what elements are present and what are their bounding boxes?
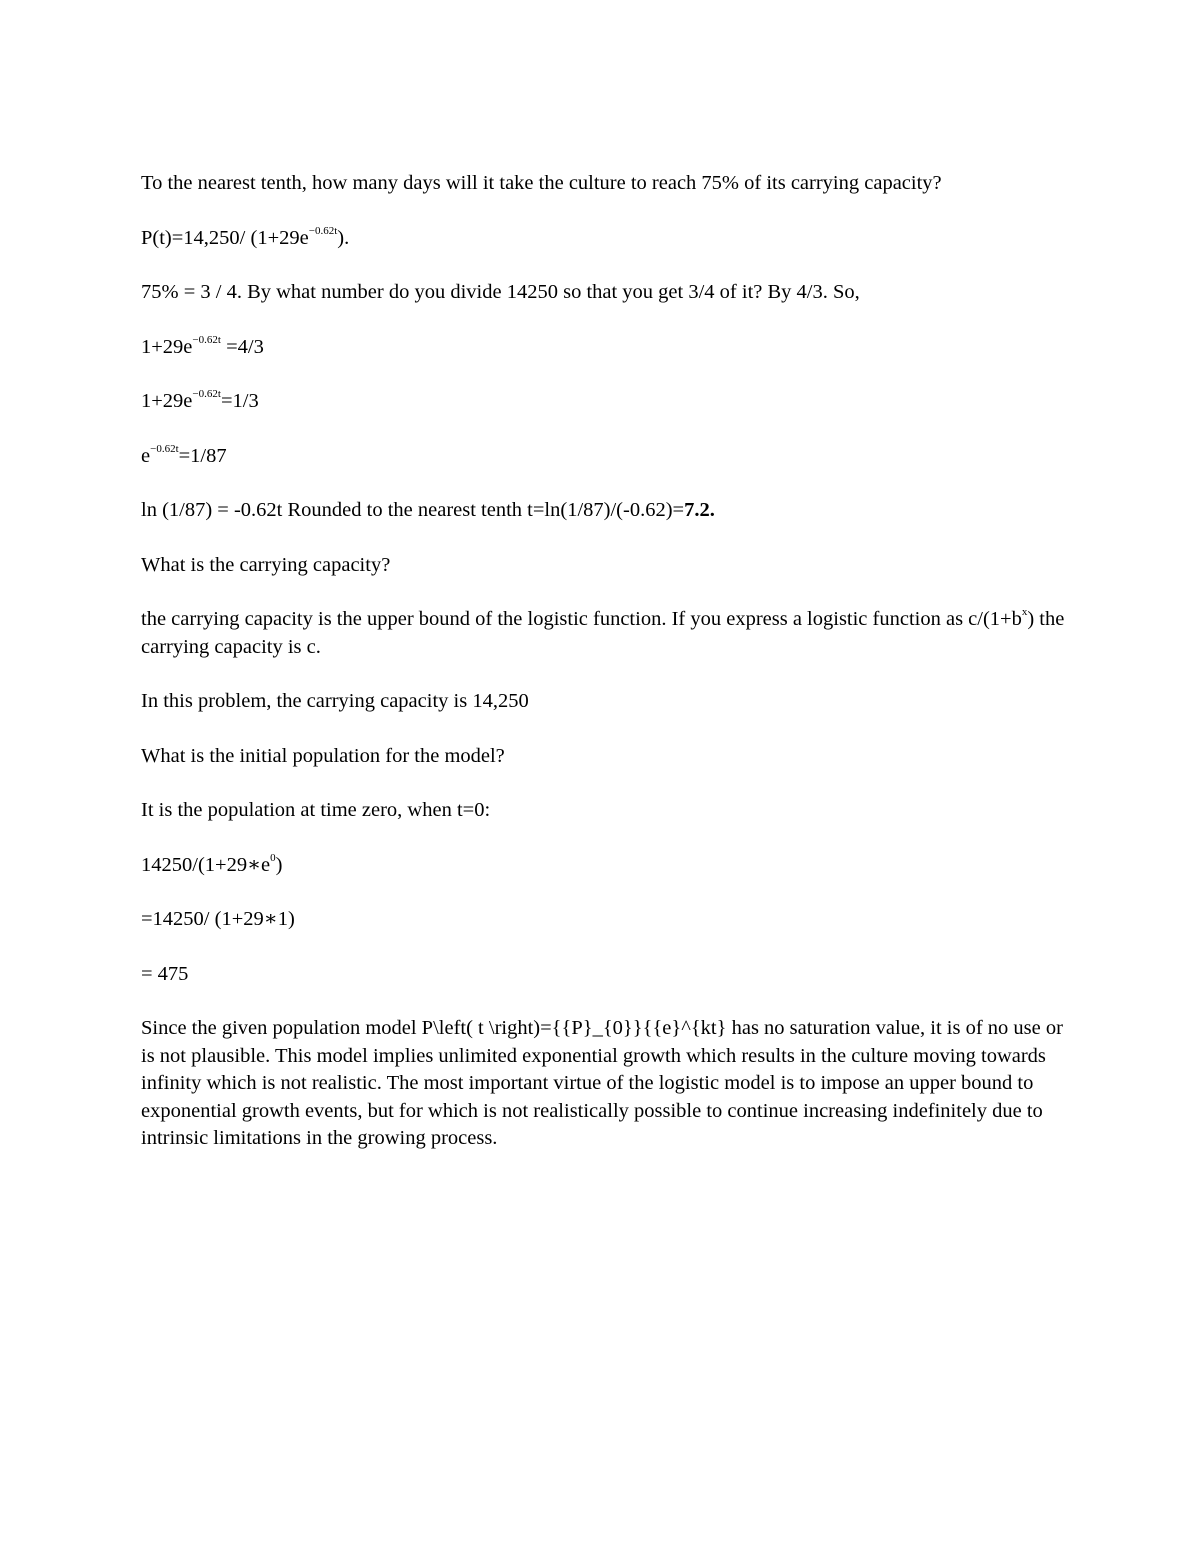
step3-tail: =1/87 [178,444,227,467]
carrying-capacity-conclusion: In this problem, the carrying capacity is 14,250 [141,690,529,712]
question-initial-population: What is the initial population for the model? [141,744,505,767]
initial-population-calc-2: =14250/ (1+29∗1) [141,908,295,930]
document-body [141,170,1066,1180]
question-carrying-capacity: What is the carrying capacity? [141,553,391,576]
cc-exponent: x [1021,606,1028,619]
explanation-75-percent: 75% = 3 / 4. By what number do you divide 14250 so that you get 3/4 of it? By 4/3. So, [141,281,860,303]
equation-step-4 [141,497,1066,525]
step2-tail: =1/3 [220,390,259,412]
formula-tail: ). [337,226,350,249]
cc-explanation-text: the carrying capacity is the upper bound of the logistic function. If you express a logistic function as c/(1+b [141,608,1022,630]
step2-base: 1+29e [141,390,193,412]
exponential-model-discussion: Since the given population model P\left( t \right)={{P}_{0}}{{e}^{kt} has no saturation value, it is of no use or is not plausible. This model implies unlimited exponential growth which results in the culture moving towards infinity which is not realistic. The most important virtue of the logistic model is to impose an upper bound to exponential growth events, but for which is not realistically possible to continue increasing indefinitely due to intrinsic limitations in the growing process. [141,1017,1063,1149]
step1-exponent: −0.62t [192,333,221,346]
step2-exponent: −0.62t [192,388,221,401]
calc1-tail: ) [275,853,283,876]
initial-population-result: = 475 [141,962,189,985]
step1-base: 1+29e [141,335,193,358]
initial-population-intro: It is the population at time zero, when t=0: [141,799,491,821]
equation-step-3 [141,443,1066,471]
formula-base: P(t)=14,250/ (1+29e [141,226,309,249]
question-days-to-75-percent: To the nearest tenth, how many days will it take the culture to reach 75% of its carrying capacity? [141,172,942,194]
equation-step-2 [141,388,1066,416]
carrying-capacity-explanation [141,606,1066,661]
calc1-exponent: 0 [270,851,276,864]
logistic-formula [141,225,1066,253]
step1-tail: =4/3 [220,335,264,358]
initial-population-calc-1 [141,852,1066,880]
step4-text: ln (1/87) = -0.62t Rounded to the nearest tenth t=ln(1/87)/(-0.62)= [141,499,685,521]
step3-exponent: −0.62t [150,442,179,455]
formula-exponent: −0.62t [308,224,338,237]
cc-explanation-tail: ) the carrying capacity is c. [141,608,1065,658]
days-answer: 7.2. [684,499,715,521]
calc1-base: 14250/(1+29∗e [141,853,271,876]
step3-base: e [141,444,151,467]
equation-step-1 [141,334,1066,362]
